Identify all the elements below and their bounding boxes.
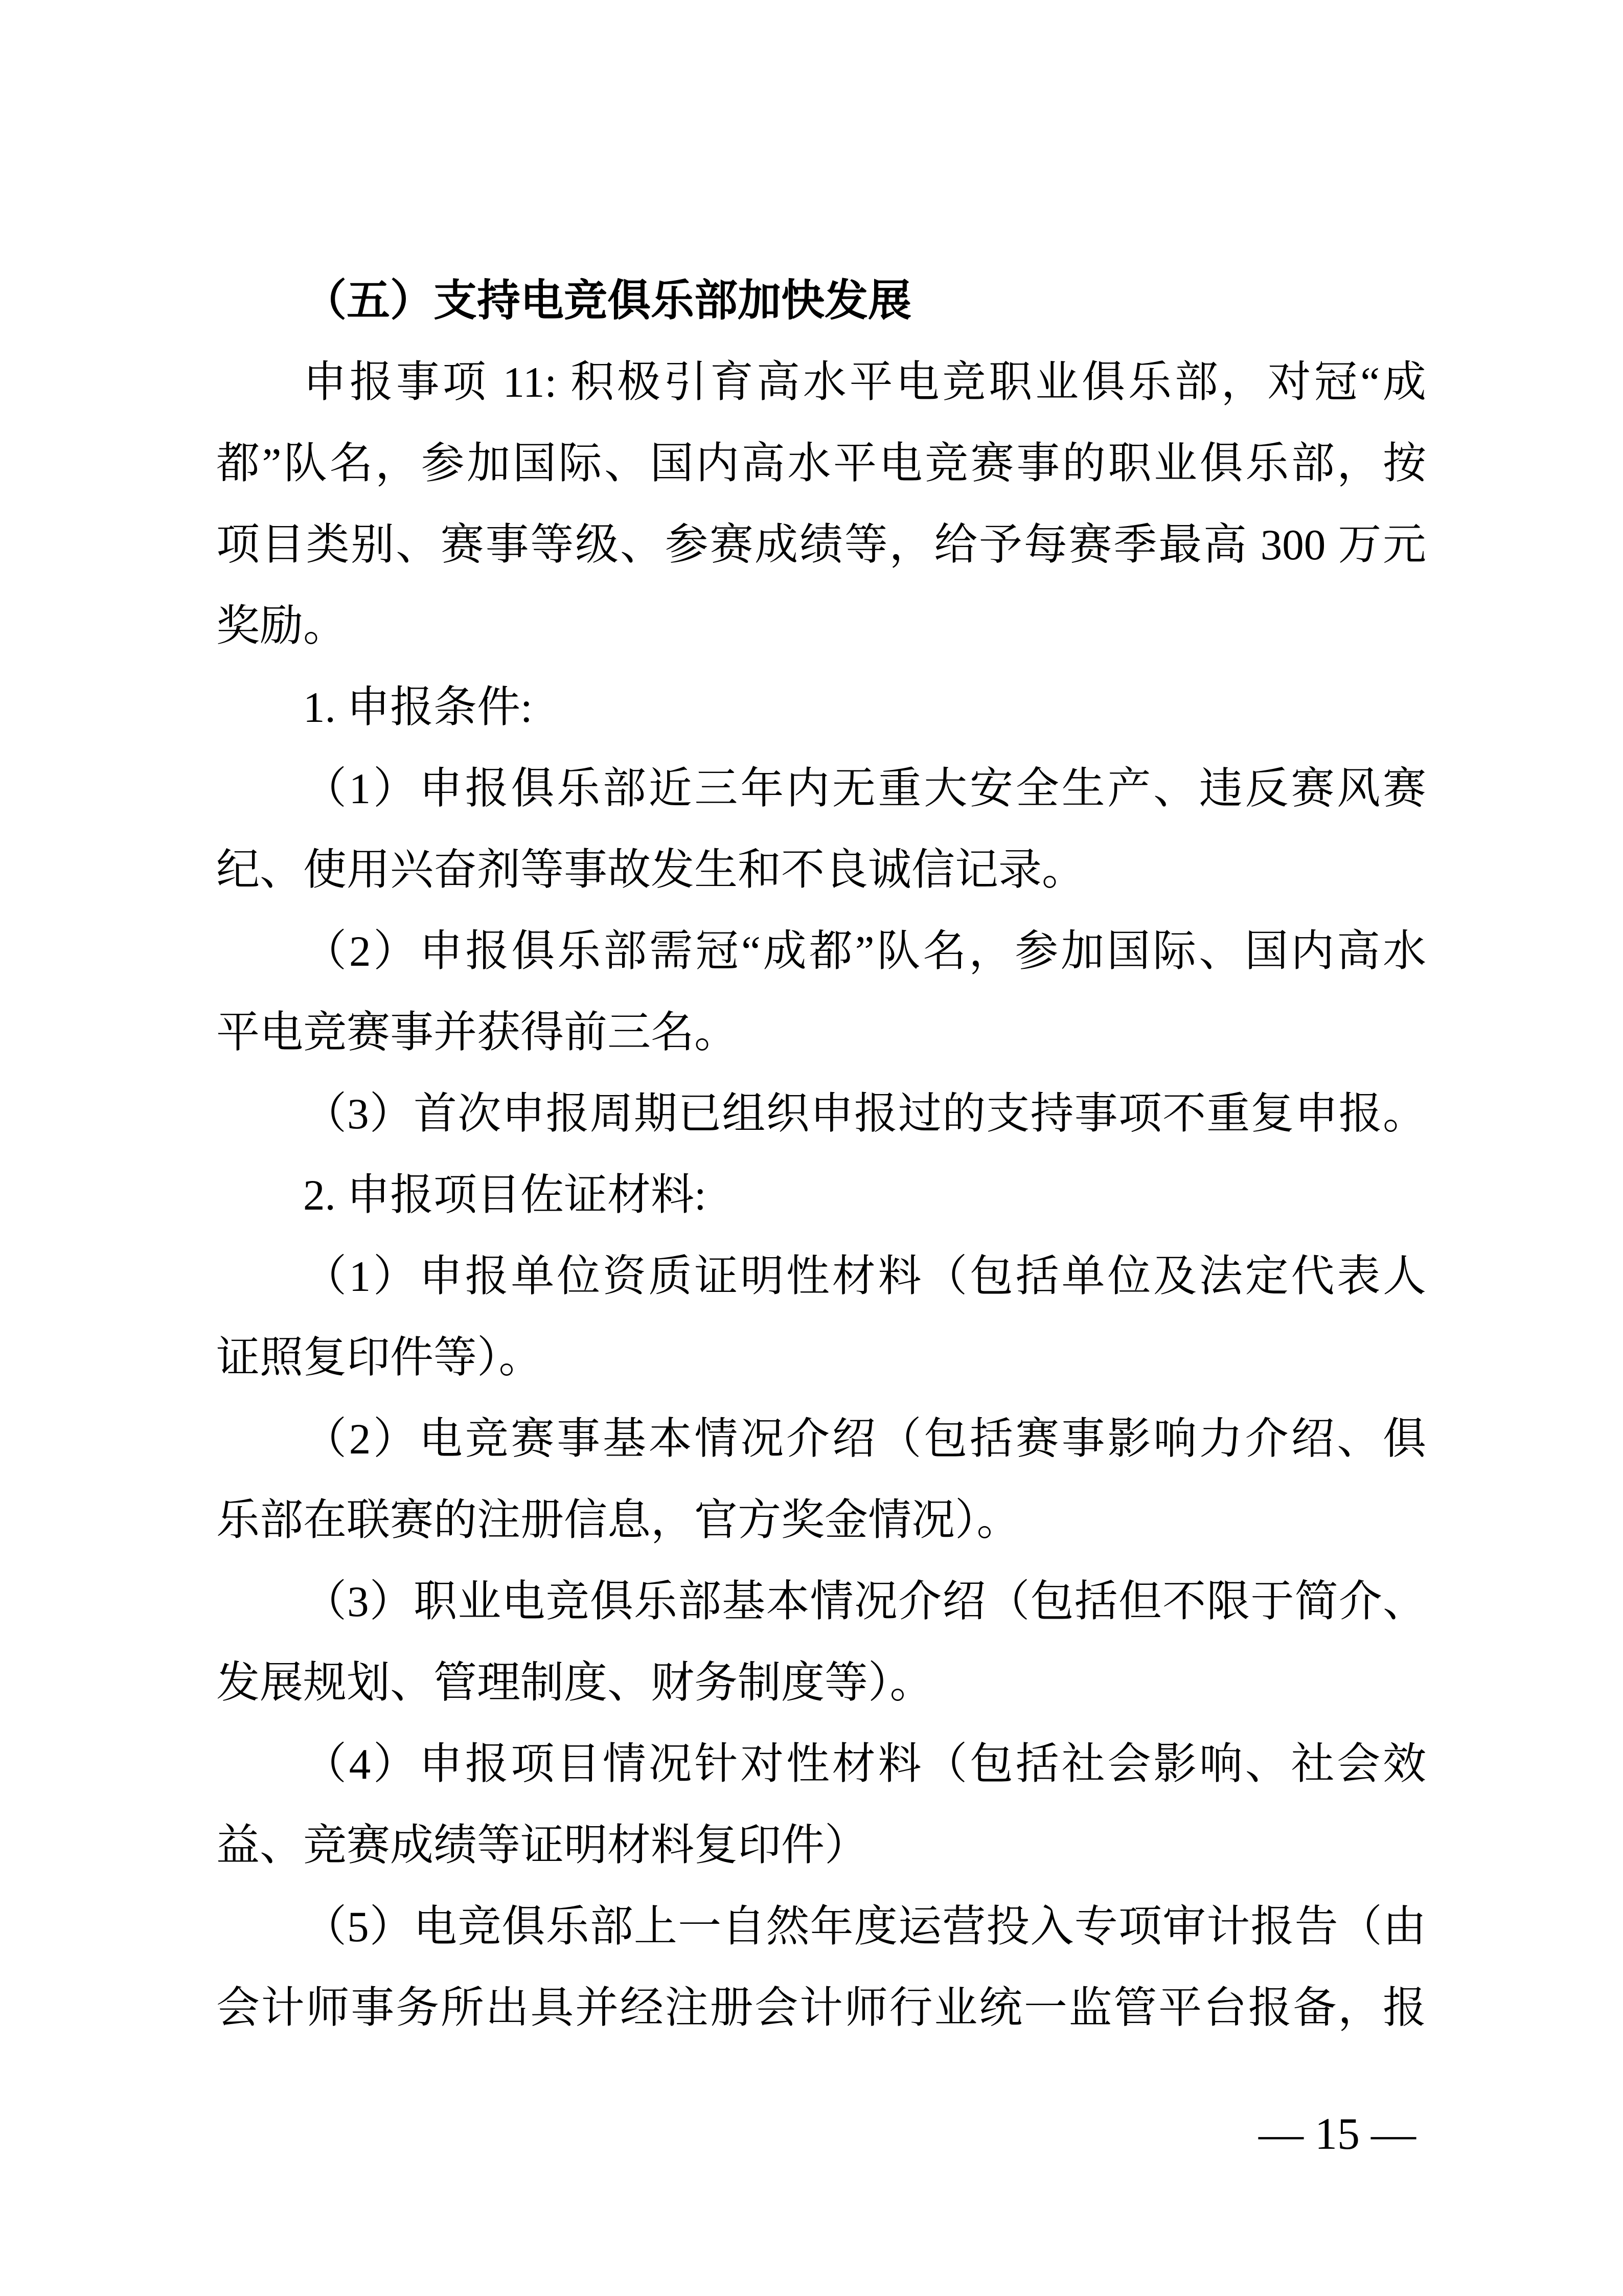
body-line: 奖励。 (216, 602, 347, 650)
body-line: 申报事项 11: 积极引育高水平电竞职业俱乐部，对冠“成 (303, 358, 1426, 406)
body-line: （2）电竞赛事基本情况介绍（包括赛事影响力介绍、俱 (303, 1415, 1426, 1463)
body-line: （3）职业电竞俱乐部基本情况介绍（包括但不限于简介、 (303, 1578, 1426, 1626)
list-item-number-1: 1. 申报条件: (303, 684, 533, 732)
body-line: 益、竞赛成绩等证明材料复印件） (216, 1822, 868, 1870)
body-line: 乐部在联赛的注册信息，官方奖金情况）。 (216, 1496, 1020, 1544)
page-number: — 15 — (1259, 2109, 1416, 2159)
document-body (216, 261, 1426, 2049)
body-line: 证照复印件等）。 (216, 1334, 542, 1382)
body-line: 发展规划、管理制度、财务制度等）。 (216, 1659, 933, 1707)
body-line: 纪、使用兴奋剂等事故发生和不良诚信记录。 (216, 846, 1086, 894)
body-line: 平电竞赛事并获得前三名。 (216, 1009, 738, 1057)
body-line: （2）申报俱乐部需冠“成都”队名，参加国际、国内高水 (303, 927, 1426, 975)
body-line: （1）申报俱乐部近三年内无重大安全生产、违反赛风赛 (303, 765, 1426, 813)
list-item-number-2: 2. 申报项目佐证材料: (303, 1171, 706, 1219)
body-line: 会计师事务所出具并经注册会计师行业统一监管平台报备，报 (216, 1984, 1426, 2032)
body-line: （4）申报项目情况针对性材料（包括社会影响、社会效 (303, 1740, 1426, 1788)
body-line: （5）电竞俱乐部上一自然年度运营投入专项审计报告（由 (303, 1903, 1426, 1951)
section-heading: （五）支持电竞俱乐部加快发展 (303, 277, 912, 325)
body-line: 项目类别、赛事等级、参赛成绩等，给予每赛季最高 300 万元 (216, 521, 1426, 569)
body-line: 都”队名，参加国际、国内高水平电竞赛事的职业俱乐部，按 (216, 440, 1426, 488)
body-line: （3）首次申报周期已组织申报过的支持事项不重复申报。 (303, 1090, 1426, 1138)
body-line: （1）申报单位资质证明性材料（包括单位及法定代表人 (303, 1253, 1426, 1301)
